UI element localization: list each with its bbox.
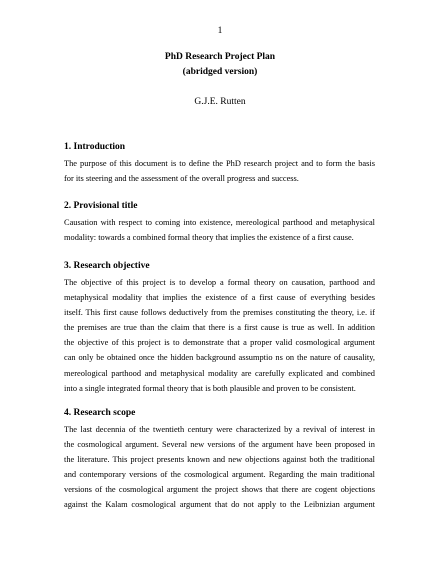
- paragraph-line: itself. This first cause follows deductively from the premises constituting the theory, i.e. if: [64, 308, 375, 318]
- paragraph-line: the literature. This project presents known and new objections against both the traditional: [64, 455, 375, 465]
- section-paragraph: [64, 275, 375, 396]
- paragraph-line: against the Kalam cosmological argument that do not apply to the Leibnizian argument: [64, 500, 375, 510]
- document-title: PhD Research Project Plan: [164, 52, 276, 62]
- paragraph-line: modality: towards a combined formal theory that implies the existence of a first cause.: [64, 233, 354, 243]
- document-subtitle: (abridged version): [182, 67, 258, 77]
- section-research-scope: [64, 407, 375, 513]
- section-heading: 1. Introduction: [64, 142, 126, 152]
- paragraph-line: metaphysical modality that implies the existence of a first cause of everything besides: [64, 293, 375, 303]
- paragraph-line: The last decennia of the twentieth century were characterized by a revival of interest in: [64, 425, 375, 434]
- section-provisional-title: [64, 200, 375, 245]
- paragraph-line: the objective of this project is to demonstrate that a proper valid cosmological argument: [64, 338, 375, 348]
- paragraph-line: and contemporary versions of the cosmological argument. Regarding the main traditional: [64, 470, 375, 480]
- paragraph-line: the premises are true than the claim that there is a first cause is true as well. In addition: [64, 323, 375, 333]
- section-paragraph: [64, 156, 375, 186]
- paragraph-line: The purpose of this document is to define the PhD research project and to form the basis: [64, 159, 375, 168]
- paragraph-line: The objective of this project is to develop a formal theory on causation, parthood and: [64, 278, 375, 287]
- paragraph-line: versions of the cosmological argument the project shows that there are cogent objections: [64, 485, 375, 495]
- section-research-objective: [64, 260, 375, 396]
- page-number: 1: [217, 26, 223, 36]
- paragraph-line: into a single integrated formal theory that is both plausible and proven to be consistent.: [64, 383, 356, 393]
- paragraph-line: can only be obtained once the hidden background assumptio ns on the nature of causality,: [64, 353, 375, 363]
- section-heading: 4. Research scope: [64, 408, 136, 418]
- document-author: G.J.E. Rutten: [194, 97, 246, 107]
- paragraph-line: the cosmological argument. Several new versions of the argument have been proposed in: [64, 440, 375, 450]
- paragraph-line: Causation with respect to coming into existence, mereological parthood and metaphysical: [64, 218, 375, 227]
- section-heading: 2. Provisional title: [64, 201, 138, 211]
- section-paragraph: [64, 422, 375, 513]
- section-introduction: [64, 141, 375, 186]
- paragraph-line: for its steering and the assessment of the overall progress and success.: [64, 174, 299, 184]
- section-paragraph: [64, 215, 375, 245]
- section-heading: 3. Research objective: [64, 261, 150, 271]
- paragraph-line: mereological parthood and metaphysical modality are carefully explicated and combined: [64, 368, 375, 378]
